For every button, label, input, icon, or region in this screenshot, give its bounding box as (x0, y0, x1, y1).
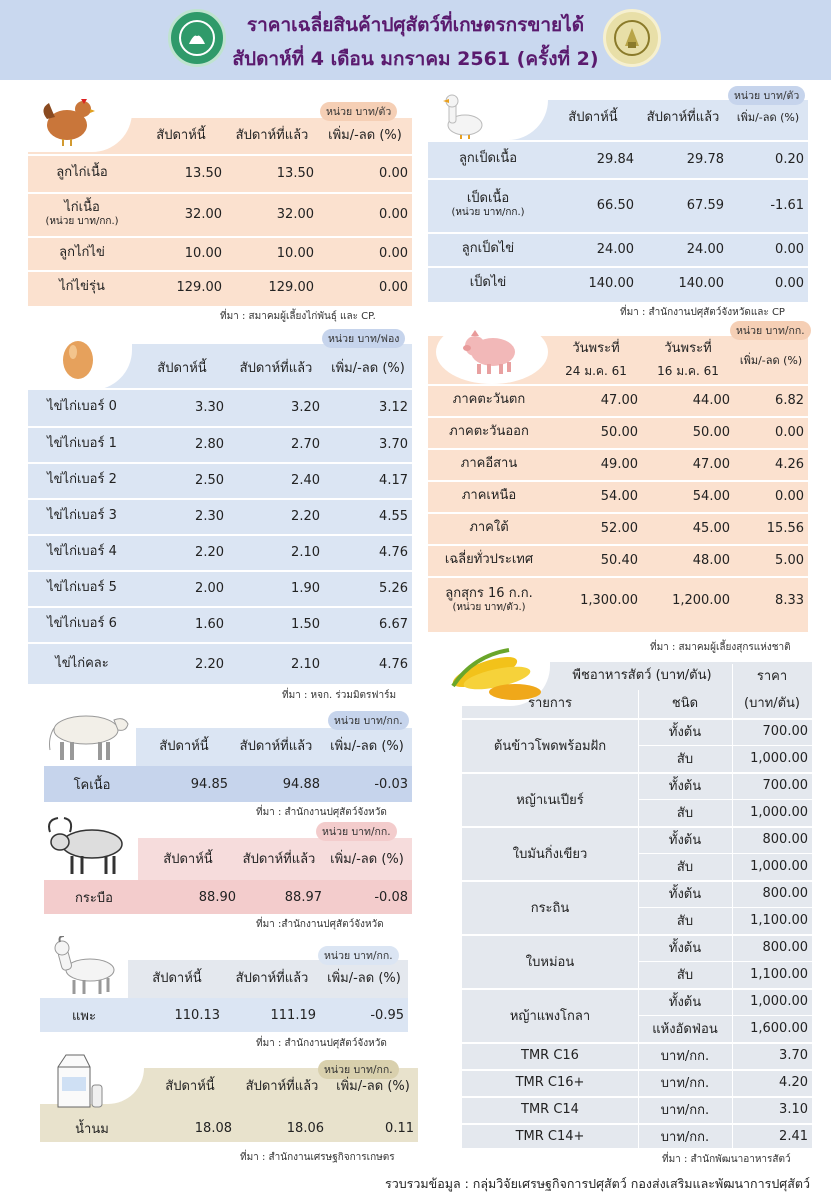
duck-row-change: 0.00 (775, 241, 804, 257)
chicken-row-name: ไก่เนื้อ (64, 200, 100, 216)
feed-item-type: ทั้งต้น (668, 887, 702, 902)
egg-row-name: ไข่ไก่เบอร์ 1 (47, 436, 117, 452)
egg-row-last-week: 1.50 (291, 616, 320, 632)
buffalo-this-week: 88.90 (198, 889, 236, 905)
cattle-last-week: 94.88 (282, 776, 320, 792)
cattle-change: -0.03 (374, 776, 408, 792)
chicken-unit: หน่วย บาท/ตัว (320, 102, 397, 121)
duck-row-this-week: 140.00 (588, 275, 634, 291)
feed-col-price-line2: (บาท/ตัน) (744, 696, 800, 712)
buffalo-change: -0.08 (374, 889, 408, 905)
chicken-row-label (28, 154, 136, 192)
egg-row-this-week: 2.80 (195, 436, 224, 452)
tmr-unit: บาท/กก. (660, 1103, 710, 1118)
chicken-row-change: 0.00 (379, 245, 408, 261)
tmr-unit: บาท/กก. (660, 1076, 710, 1091)
chicken-row-this-week: 32.00 (184, 206, 222, 222)
pig-row-label (428, 448, 550, 480)
duck-icon (436, 92, 492, 140)
row-separator (28, 570, 412, 572)
duck-row-last-week: 24.00 (686, 241, 724, 257)
tmr-unit: บาท/กก. (660, 1049, 710, 1064)
feed-col-price-line1: ราคา (756, 669, 788, 685)
duck-row-change: 0.20 (775, 151, 804, 167)
footer-credit: รวบรวมข้อมูล : กลุ่มวิจัยเศรษฐกิจการปศุสัตว์ กองส่งเสริมและพัฒนาการปศุสัตว์ (385, 1176, 810, 1191)
egg-row-last-week: 1.90 (291, 580, 320, 596)
duck-col-last-week: สัปดาห์ที่แล้ว (646, 110, 720, 126)
egg-col-this-week: สัปดาห์นี้ (157, 361, 207, 377)
egg-row-last-week: 3.20 (291, 399, 320, 415)
duck-row-name: ลูกเป็ดไข่ (461, 241, 515, 257)
feed-item-type: สับ (676, 968, 694, 983)
milk-this-week: 18.08 (194, 1120, 232, 1136)
goat-last-week: 111.19 (270, 1007, 316, 1023)
chicken-row-this-week: 10.00 (184, 245, 222, 261)
row-separator (428, 448, 808, 450)
row-separator (428, 512, 808, 514)
egg-row-name: ไข่ไก่เบอร์ 0 (47, 399, 117, 415)
feed-item-price: 800.00 (762, 886, 808, 901)
egg-row-last-week: 2.10 (291, 656, 320, 672)
egg-col-change: เพิ่ม/-ลด (%) (331, 361, 405, 377)
tmr-price: 4.20 (779, 1075, 808, 1090)
egg-row-last-week: 2.20 (291, 508, 320, 524)
egg-source: ที่มา : หจก. ร่วมมิตรฟาร์ม (282, 690, 397, 701)
feed-item-type: ทั้งต้น (668, 779, 702, 794)
pig-unit: หน่วย บาท/กก. (730, 321, 811, 340)
goat-col-last-week: สัปดาห์ที่แล้ว (235, 971, 309, 987)
egg-row-name: ไข่ไก่เบอร์ 2 (47, 472, 117, 488)
pig-row-this-week: 52.00 (600, 520, 638, 536)
cattle-col-last-week: สัปดาห์ที่แล้ว (239, 739, 313, 755)
feed-item-type: สับ (676, 752, 694, 767)
pig-col2-line1: วันพระที่ (664, 341, 712, 357)
pig-row-label (428, 544, 550, 576)
egg-row-name: ไข่ไก่เบอร์ 3 (47, 508, 117, 524)
pig-source: ที่มา : สมาคมผู้เลี้ยงสุกรแห่งชาติ (650, 642, 791, 653)
duck-row-change: 0.00 (775, 275, 804, 291)
feed-source: ที่มา : สำนักพัฒนาอาหารสัตว์ (662, 1154, 791, 1165)
feed-item-name: ใบมันกิ่งเขียว (512, 846, 588, 862)
tmr-name: TMR C14 (521, 1102, 579, 1117)
tmr-price: 3.10 (779, 1102, 808, 1117)
goat-name: แพะ (72, 1008, 96, 1024)
cattle-col-this-week: สัปดาห์นี้ (159, 739, 209, 755)
pig-col1-line2: 24 ม.ค. 61 (565, 363, 627, 378)
chicken-row-name: ไก่ไข่รุ่น (59, 279, 105, 295)
egg-row-change: 4.17 (379, 472, 408, 488)
pig-row-name: ลูกสุกร 16 ก.ก. (445, 586, 533, 602)
duck-row-change: -1.61 (770, 197, 804, 213)
duck-row-this-week: 29.84 (596, 151, 634, 167)
row-separator (428, 232, 808, 234)
pig-row-this-week: 50.00 (600, 424, 638, 440)
buffalo-col-last-week: สัปดาห์ที่แล้ว (242, 852, 316, 868)
duck-row-last-week: 29.78 (686, 151, 724, 167)
pig-row-this-week: 50.40 (600, 552, 638, 568)
egg-row-name: ไข่ไก่เบอร์ 5 (47, 580, 117, 596)
chicken-row-last-week: 32.00 (276, 206, 314, 222)
pig-row-change: 8.33 (775, 592, 804, 608)
duck-row-label (428, 232, 548, 266)
row-separator (428, 178, 808, 180)
feed-item-price: 1,000.00 (750, 805, 808, 820)
tmr-name: TMR C16 (521, 1048, 579, 1063)
egg-row-label (28, 642, 136, 686)
feed-item-name: กระถิน (530, 900, 570, 916)
feed-item-type: ทั้งต้น (668, 995, 702, 1010)
chicken-row-name: ลูกไก่ไข่ (59, 245, 105, 261)
pig-row-this-week: 54.00 (600, 488, 638, 504)
chicken-row-unit-note: (หน่วย บาท/กก.) (45, 215, 119, 227)
row-separator (428, 140, 808, 142)
feed-item-price: 700.00 (762, 724, 808, 739)
pig-row-change: 6.82 (775, 392, 804, 408)
tmr-price: 2.41 (779, 1129, 808, 1144)
egg-row-change: 4.76 (379, 656, 408, 672)
goat-change: -0.95 (370, 1007, 404, 1023)
pig-row-change: 0.00 (775, 488, 804, 504)
duck-source: ที่มา : สำนักงานปศุสัตว์จังหวัดและ CP (620, 307, 785, 318)
row-separator (428, 544, 808, 546)
duck-row-label (428, 266, 548, 300)
feed-item-price: 1,100.00 (750, 967, 808, 982)
duck-row-this-week: 24.00 (596, 241, 634, 257)
duck-row-name: เป็ดไข่ (469, 275, 507, 291)
goat-source: ที่มา : สำนักงานปศุสัตว์จังหวัด (256, 1038, 387, 1049)
row-separator (28, 426, 412, 428)
egg-row-label (28, 570, 136, 606)
pig-row-label (428, 480, 550, 512)
feed-item-type: ทั้งต้น (668, 941, 702, 956)
egg-row-this-week: 1.60 (195, 616, 224, 632)
pig-row-label (428, 576, 550, 624)
pig-row-change: 15.56 (766, 520, 804, 536)
pig-row-this-week: 47.00 (600, 392, 638, 408)
row-separator (28, 498, 412, 500)
buffalo-icon (44, 812, 134, 878)
egg-row-label (28, 534, 136, 570)
egg-col-last-week: สัปดาห์ที่แล้ว (239, 361, 313, 377)
egg-row-label (28, 498, 136, 534)
row-separator (28, 192, 412, 194)
goat-col-change: เพิ่ม/-ลด (%) (327, 971, 401, 987)
tmr-unit: บาท/กก. (660, 1130, 710, 1145)
egg-row-label (28, 426, 136, 462)
chicken-row-this-week: 129.00 (176, 279, 222, 295)
duck-row-label (428, 140, 548, 178)
pig-row-this-week: 1,300.00 (580, 592, 638, 608)
egg-row-this-week: 2.30 (195, 508, 224, 524)
buffalo-col-this-week: สัปดาห์นี้ (163, 852, 213, 868)
tmr-name: TMR C16+ (515, 1075, 585, 1090)
row-separator (28, 462, 412, 464)
feed-item-type: สับ (676, 806, 694, 821)
row-separator (428, 576, 808, 578)
pig-col1-line1: วันพระที่ (572, 341, 620, 357)
egg-row-change: 3.12 (379, 399, 408, 415)
pig-row-last-week: 47.00 (692, 456, 730, 472)
row-separator (28, 154, 412, 156)
egg-row-label (28, 606, 136, 642)
chicken-source: ที่มา : สมาคมผู้เลี้ยงไก่พันธุ์ และ CP. (220, 311, 376, 322)
chicken-col-last-week: สัปดาห์ที่แล้ว (235, 128, 309, 144)
chicken-row-label (28, 270, 136, 304)
pig-row-label (428, 512, 550, 544)
cattle-this-week: 94.85 (190, 776, 228, 792)
feed-item-type: แห้งอัดฟ่อน (652, 1022, 718, 1037)
feed-item-type: สับ (676, 860, 694, 875)
duck-row-unit-note: (หน่วย บาท/กก.) (451, 206, 525, 218)
feed-sub-separator (638, 745, 812, 746)
feed-col-item: รายการ (527, 696, 573, 712)
feed-item-price: 1,000.00 (750, 994, 808, 1009)
duck-row-name: ลูกเป็ดเนื้อ (458, 151, 518, 167)
pig-col2-line2: 16 ม.ค. 61 (657, 363, 719, 378)
egg-row-change: 5.26 (379, 580, 408, 596)
egg-row-name: ไข่ไก่เบอร์ 4 (47, 544, 117, 560)
milk-source: ที่มา : สำนักงานเศรษฐกิจการเกษตร (240, 1152, 395, 1163)
egg-row-label (28, 388, 136, 426)
pig-row-name: ภาคใต้ (469, 520, 509, 536)
pig-row-label (428, 416, 550, 448)
row-separator (428, 384, 808, 386)
egg-row-this-week: 2.20 (195, 656, 224, 672)
pig-row-label (428, 384, 550, 416)
chicken-row-label (28, 192, 136, 236)
chicken-row-this-week: 13.50 (184, 165, 222, 181)
egg-row-this-week: 2.20 (195, 544, 224, 560)
feed-col-divider (732, 664, 733, 1150)
chicken-row-change: 0.00 (379, 206, 408, 222)
feed-item-price: 700.00 (762, 778, 808, 793)
feed-title: พืชอาหารสัตว์ (บาท/ตัน) (572, 668, 712, 684)
cattle-source: ที่มา : สำนักงานปศุสัตว์จังหวัด (256, 807, 387, 818)
milk-col-last-week: สัปดาห์ที่แล้ว (245, 1079, 319, 1095)
feed-sub-separator (638, 799, 812, 800)
egg-row-this-week: 2.50 (195, 472, 224, 488)
chicken-col-change: เพิ่ม/-ลด (%) (328, 128, 402, 144)
buffalo-source: ที่มา :สำนักงานปศุสัตว์จังหวัด (256, 919, 384, 930)
pig-col-change: เพิ่ม/-ลด (%) (739, 354, 803, 368)
page-subtitle: สัปดาห์ที่ 4 เดือน มกราคม 2561 (ครั้งที่ 2) (232, 48, 599, 70)
row-separator (428, 266, 808, 268)
pig-row-name: ภาคตะวันตก (452, 392, 526, 408)
row-separator (428, 480, 808, 482)
pig-row-change: 0.00 (775, 424, 804, 440)
feed-item-name: หญ้าแพงโกลา (509, 1008, 591, 1024)
pig-row-name: ภาคอีสาน (460, 456, 518, 472)
feed-sub-separator (638, 1015, 812, 1016)
duck-col-change: เพิ่ม/-ลด (%) (736, 111, 800, 125)
pig-row-last-week: 54.00 (692, 488, 730, 504)
pig-row-last-week: 1,200.00 (672, 592, 730, 608)
pig-row-this-week: 49.00 (600, 456, 638, 472)
milk-col-change: เพิ่ม/-ลด (%) (336, 1079, 410, 1095)
milk-name: น้ำนม (75, 1121, 109, 1137)
buffalo-name: กระบือ (75, 890, 113, 906)
egg-row-this-week: 2.00 (195, 580, 224, 596)
feed-item-name: ใบหม่อน (525, 954, 575, 970)
feed-item-price: 800.00 (762, 940, 808, 955)
feed-sub-separator (638, 961, 812, 962)
buffalo-unit: หน่วย บาท/กก. (316, 822, 397, 841)
goat-this-week: 110.13 (174, 1007, 220, 1023)
chicken-row-name: ลูกไก่เนื้อ (56, 165, 108, 181)
chicken-row-label (28, 236, 136, 270)
egg-row-last-week: 2.70 (291, 436, 320, 452)
pig-row-change: 4.26 (775, 456, 804, 472)
egg-row-change: 3.70 (379, 436, 408, 452)
goat-unit: หน่วย บาท/กก. (318, 946, 399, 965)
cattle-unit: หน่วย บาท/กก. (328, 711, 409, 730)
feed-item-name: ต้นข้าวโพดพร้อมฝัก (493, 738, 607, 754)
egg-row-this-week: 3.30 (195, 399, 224, 415)
egg-row-change: 4.55 (379, 508, 408, 524)
duck-row-last-week: 67.59 (686, 197, 724, 213)
pig-row-unit-note: (หน่วย บาท/ตัว.) (452, 601, 526, 613)
chicken-row-change: 0.00 (379, 165, 408, 181)
feed-item-name: หญ้าเนเปียร์ (516, 792, 584, 808)
egg-row-change: 4.76 (379, 544, 408, 560)
feed-item-type: ทั้งต้น (668, 833, 702, 848)
pig-row-name: ภาคตะวันออก (449, 424, 529, 440)
pig-row-last-week: 44.00 (692, 392, 730, 408)
row-separator (28, 534, 412, 536)
feed-item-type: สับ (676, 914, 694, 929)
feed-item-price: 1,000.00 (750, 859, 808, 874)
row-separator (28, 606, 412, 608)
chicken-row-last-week: 129.00 (268, 279, 314, 295)
egg-icon (58, 334, 98, 382)
row-separator (28, 642, 412, 644)
feed-item-type: ทั้งต้น (668, 725, 702, 740)
feed-sub-separator (638, 853, 812, 854)
chicken-row-last-week: 13.50 (276, 165, 314, 181)
milk-change: 0.11 (385, 1120, 414, 1136)
goat-icon (44, 934, 128, 998)
pig-row-name: เฉลี่ยทั่วประเทศ (444, 552, 534, 568)
egg-row-label (28, 462, 136, 498)
feed-col-type: ชนิด (671, 696, 699, 712)
feed-col-divider (638, 690, 639, 1150)
buffalo-col-change: เพิ่ม/-ลด (%) (330, 852, 404, 868)
milk-carton-icon (50, 1052, 106, 1110)
milk-col-this-week: สัปดาห์นี้ (165, 1079, 215, 1095)
row-separator (28, 388, 412, 390)
chicken-icon (36, 94, 96, 148)
page-title: ราคาเฉลี่ยสินค้าปศุสัตว์ที่เกษตรกรขายได้ (246, 14, 585, 36)
duck-row-last-week: 140.00 (678, 275, 724, 291)
cattle-name: โคเนื้อ (73, 777, 111, 793)
feed-sub-separator (638, 907, 812, 908)
chicken-row-change: 0.00 (379, 279, 408, 295)
chicken-row-last-week: 10.00 (276, 245, 314, 261)
buffalo-last-week: 88.97 (284, 889, 322, 905)
egg-row-last-week: 2.10 (291, 544, 320, 560)
pig-row-name: ภาคเหนือ (461, 488, 517, 504)
goat-col-this-week: สัปดาห์นี้ (152, 971, 202, 987)
pig-row-last-week: 50.00 (692, 424, 730, 440)
feed-item-price: 800.00 (762, 832, 808, 847)
duck-unit: หน่วย บาท/ตัว (728, 86, 805, 105)
milk-unit: หน่วย บาท/กก. (318, 1060, 399, 1079)
pig-icon (456, 320, 528, 380)
feed-item-price: 1,100.00 (750, 913, 808, 928)
cattle-col-change: เพิ่ม/-ลด (%) (330, 739, 404, 755)
pig-row-change: 5.00 (775, 552, 804, 568)
cattle-icon (40, 700, 136, 764)
duck-row-label (428, 178, 548, 232)
pig-row-last-week: 48.00 (692, 552, 730, 568)
egg-row-change: 6.67 (379, 616, 408, 632)
feed-item-price: 1,600.00 (750, 1021, 808, 1036)
duck-row-name: เป็ดเนื้อ (466, 191, 510, 207)
egg-row-name: ไข่ไก่คละ (55, 656, 109, 672)
tmr-price: 3.70 (779, 1048, 808, 1063)
pig-row-last-week: 45.00 (692, 520, 730, 536)
egg-unit: หน่วย บาท/ฟอง (322, 329, 405, 348)
row-separator (28, 236, 412, 238)
chicken-col-this-week: สัปดาห์นี้ (156, 128, 206, 144)
row-separator (428, 416, 808, 418)
feed-item-price: 1,000.00 (750, 751, 808, 766)
egg-row-last-week: 2.40 (291, 472, 320, 488)
tmr-name: TMR C14+ (515, 1129, 585, 1144)
egg-row-name: ไข่ไก่เบอร์ 6 (47, 616, 117, 632)
milk-last-week: 18.06 (286, 1120, 324, 1136)
duck-col-this-week: สัปดาห์นี้ (568, 110, 618, 126)
row-separator (28, 270, 412, 272)
duck-row-this-week: 66.50 (596, 197, 634, 213)
